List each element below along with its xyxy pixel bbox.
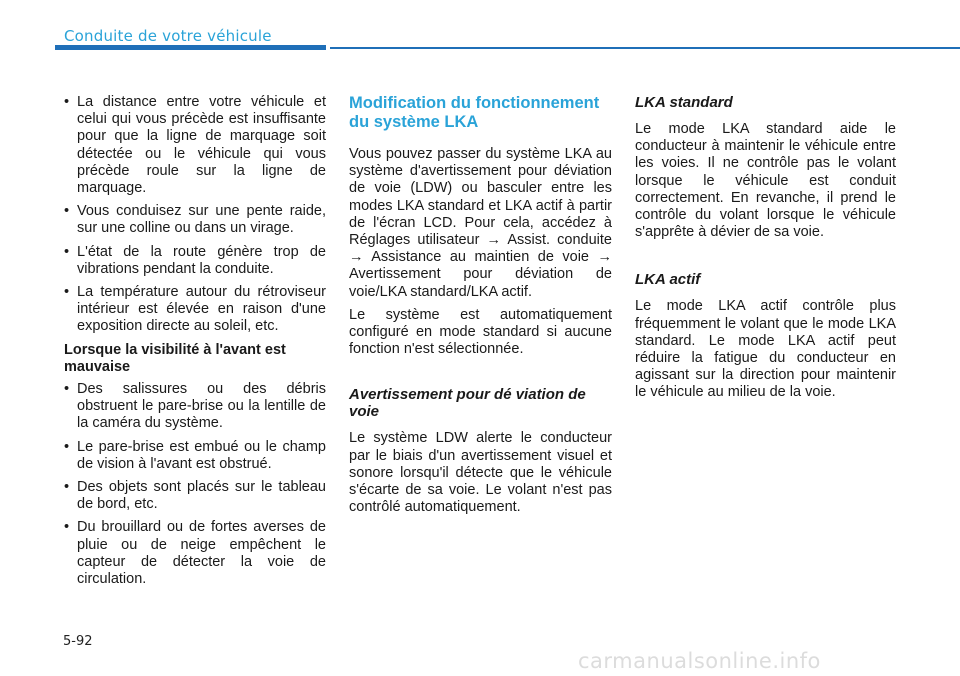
visibility-list (64, 381, 326, 588)
column-middle (349, 94, 612, 522)
paragraph: Le système LDW alerte le conducteur par le biais d'un avertissement visuel et sonore lorsqu'il détecte que le véhicule s'écarte de sa voie. Le volant n'est pas contrôlé automatiquement. (349, 430, 612, 516)
page-number: 5-92 (63, 634, 93, 649)
bullet-item: • Du brouillard ou de fortes averses de pluie ou de neige empêchent le capteur de détecter la voie de circulation. (64, 519, 326, 588)
bullet-item: • La distance entre votre véhicule et celui qui vous précède est insuffisante pour que la ligne de marquage soit détectée ou le véhicule qui vous précède roule sur la ligne de marquage. (64, 94, 326, 197)
bullet-item: • Le pare-brise est embué ou le champ de vision à l'avant est obstrué. (64, 439, 326, 473)
header-rule-thick (55, 45, 326, 50)
subsection-title: LKA standard (635, 94, 733, 111)
subsection-title: Avertissement pour dé viation de voie (349, 386, 586, 421)
column-right (635, 94, 896, 408)
header-rule-thin (330, 47, 960, 49)
bullet-item: • La température autour du rétroviseur intérieur est élevée en raison d'une exposition directe au soleil, etc. (64, 284, 326, 336)
subsection-title: LKA actif (635, 271, 701, 289)
conditions-list (64, 94, 326, 336)
bullet-item: • Des objets sont placés sur le tableau de bord, etc. (64, 479, 326, 513)
visibility-heading: Lorsque la visibilité à l'avant est mauvaise (64, 341, 286, 375)
bullet-item: • L'état de la route génère trop de vibrations pendant la conduite. (64, 244, 326, 278)
bullet-item: • Des salissures ou des débris obstruent le pare-brise ou la lentille de la caméra du système. (64, 381, 326, 433)
watermark-text: carmanualsonline.info (578, 649, 821, 673)
bullet-item: • Vous conduisez sur une pente raide, sur une colline ou dans un virage. (64, 203, 326, 237)
section-title: Modification du fonctionnement du système LKA (349, 94, 600, 131)
paragraph: Le système est automatiquement configuré en mode standard si aucune fonction n'est sélectionnée. (349, 306, 612, 358)
paragraph: Le mode LKA actif contrôle plus fréquemment le volant que le mode LKA standard. Le mode LKA actif peut réduire la fatigue du conducteur en agissant sur la direction pour maintenir le véhicule au milieu de la voie. (635, 298, 896, 401)
column-left (64, 94, 326, 594)
paragraph: Le mode LKA standard aide le conducteur à maintenir le véhicule entre les voies. Il ne contrôle pas le volant lorsque le véhicule est conduit correctement. En revanche, il prend le contrôle du volant lorsque le véhicule s'apprête à dévier de sa voie. (635, 121, 896, 241)
paragraph: Vous pouvez passer du système LKA au système d'avertissement pour déviation de voie (LDW) ou basculer entre les modes LKA standard et LKA actif à partir de l'écran LCD. Pour cela, accédez à Réglages utilisateur → Assist. conduite → Assistance au maintien de voie → Avertissement pour déviation de voie/LKA standard/LKA actif. (349, 146, 612, 300)
page-header-title: Conduite de votre véhicule (64, 27, 272, 45)
